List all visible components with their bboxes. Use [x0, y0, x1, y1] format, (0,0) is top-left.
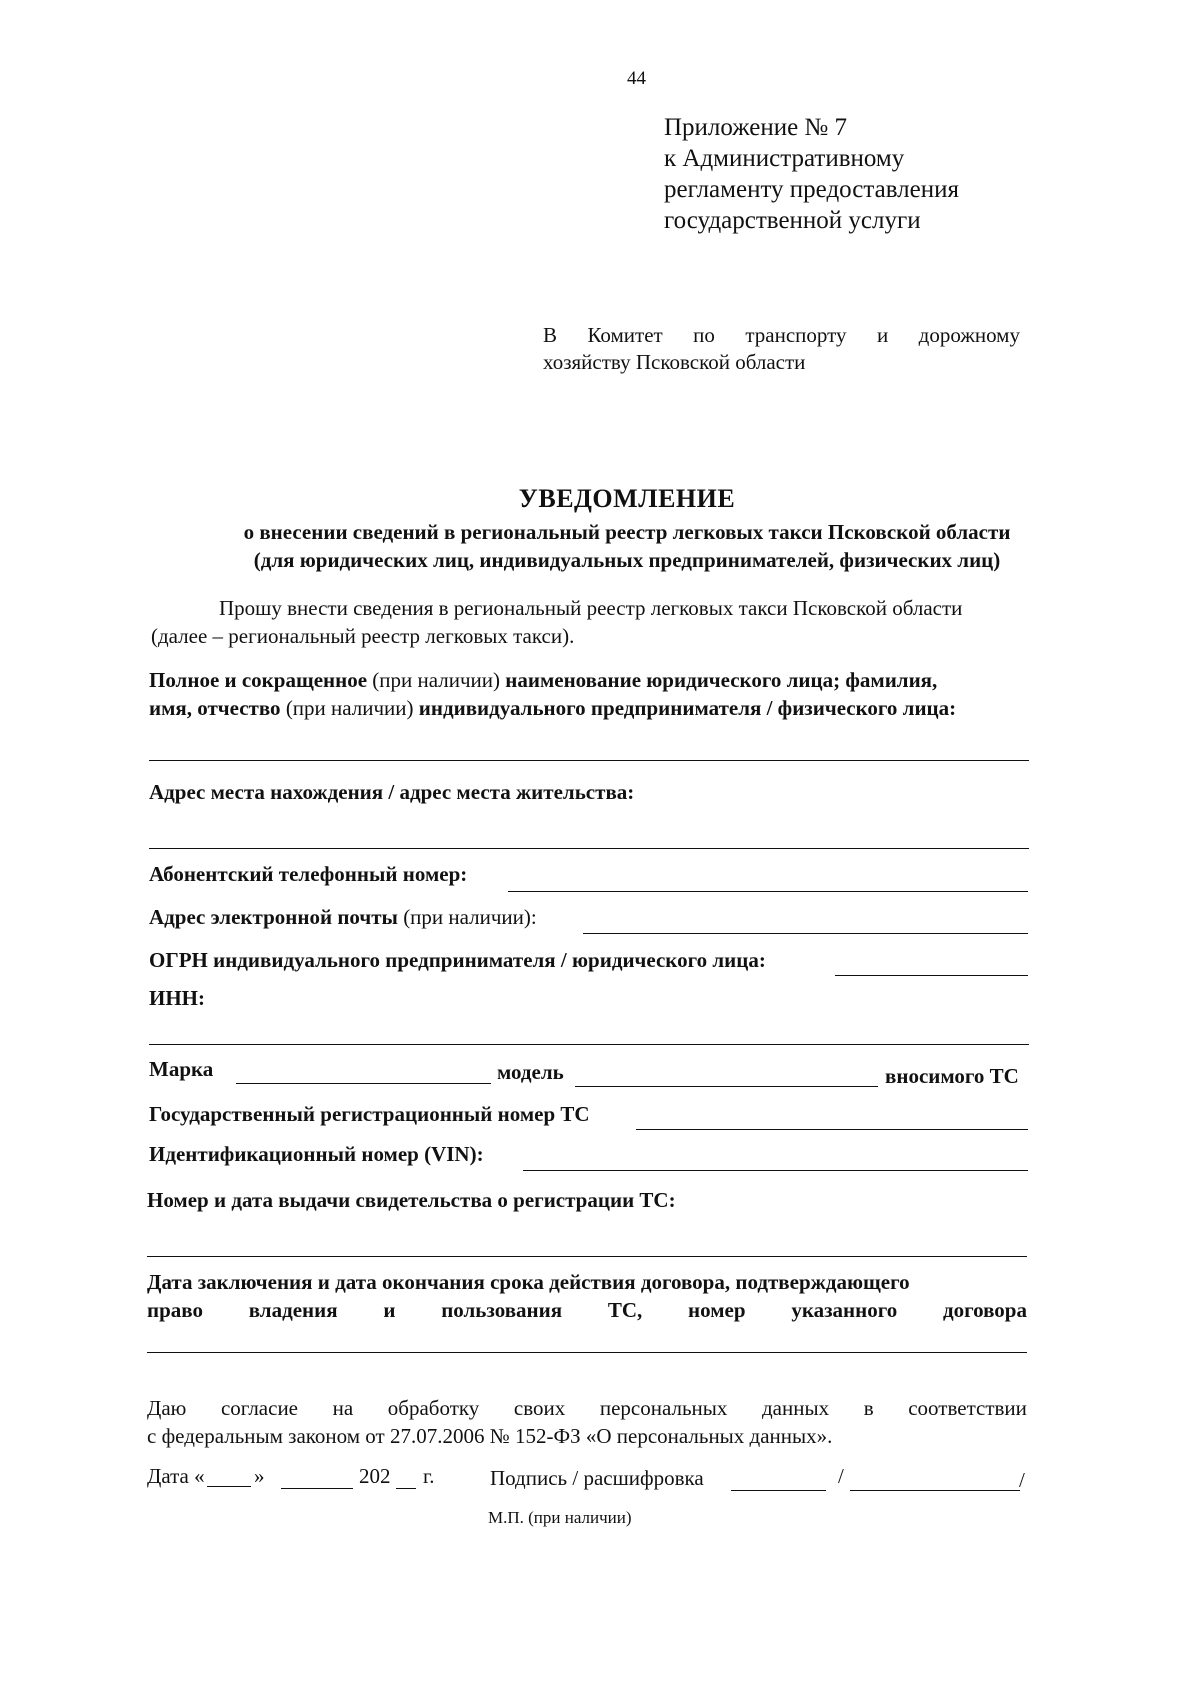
label-part: (при наличии)	[367, 668, 506, 692]
label-part: Адрес электронной почты	[149, 905, 398, 929]
date-quote-close: »	[254, 1464, 265, 1488]
signature-line[interactable]	[731, 1490, 826, 1491]
vin-label: Идентификационный номер (VIN):	[149, 1142, 484, 1166]
consent-word: на	[332, 1396, 354, 1420]
contract-word: владения	[248, 1298, 338, 1322]
address-input-line[interactable]	[149, 848, 1029, 849]
reg-number-label: Государственный регистрационный номер ТС	[149, 1102, 590, 1126]
document-title: УВЕДОМЛЕНИЕ	[518, 484, 736, 513]
contract-word: право	[147, 1298, 203, 1322]
contract-word: и	[383, 1298, 396, 1322]
name-field-label	[149, 668, 937, 693]
model-label: модель	[497, 1060, 564, 1084]
phone-input-line[interactable]	[508, 891, 1028, 892]
consent-word: в	[863, 1396, 874, 1420]
contract-input-line[interactable]	[147, 1352, 1027, 1353]
contract-word: номер	[688, 1298, 746, 1322]
contract-word: указанного	[791, 1298, 898, 1322]
certificate-input-line[interactable]	[147, 1256, 1027, 1257]
addressee-line-1	[543, 322, 1020, 349]
label-part: Полное и сокращенное	[149, 668, 368, 692]
consent-word: обработку	[387, 1396, 480, 1420]
date-day-line[interactable]	[207, 1486, 251, 1487]
appendix-line: к Административному	[664, 145, 905, 172]
consent-line-2: с федеральным законом от 27.07.2006 № 152-ФЗ «О персональных данных».	[147, 1424, 833, 1448]
addressee-word: и	[876, 323, 889, 347]
appendix-line: Приложение № 7	[664, 114, 848, 141]
signature-label: Подпись / расшифровка	[490, 1466, 704, 1490]
contract-word: пользования	[441, 1298, 563, 1322]
page-number: 44	[627, 68, 646, 89]
addressee-word: транспорту	[745, 323, 847, 347]
date-month-line[interactable]	[281, 1488, 353, 1489]
consent-word: соответствии	[908, 1396, 1027, 1420]
label-part: (при наличии):	[397, 905, 537, 929]
signature-end-slash: /	[1019, 1468, 1025, 1492]
consent-word: данных	[762, 1396, 830, 1420]
signature-name-line[interactable]	[850, 1490, 1020, 1491]
consent-word: согласие	[220, 1396, 299, 1420]
phone-label: Абонентский телефонный номер:	[149, 862, 468, 886]
inn-label: ИНН:	[149, 986, 205, 1010]
reg-number-input-line[interactable]	[636, 1129, 1028, 1130]
date-year-prefix: 202	[359, 1464, 391, 1488]
addressee	[543, 322, 1020, 376]
email-input-line[interactable]	[583, 933, 1028, 934]
intro-text: (далее – региональный реестр легковых такси).	[151, 624, 575, 648]
addressee-word: по	[693, 323, 715, 347]
document-subtitle: (для юридических лиц, индивидуальных предпринимателей, физических лиц)	[253, 548, 1001, 572]
brand-input-line[interactable]	[236, 1083, 491, 1084]
addressee-word: Комитет	[587, 323, 663, 347]
contract-label-line-2	[147, 1298, 1027, 1323]
ogrn-input-line[interactable]	[835, 975, 1028, 976]
stamp-note: М.П. (при наличии)	[488, 1508, 632, 1527]
label-part: наименование юридического лица; фамилия,	[505, 668, 938, 692]
date-year-suffix: г.	[423, 1464, 435, 1488]
inn-input-line[interactable]	[149, 1044, 1029, 1045]
label-part: (при наличии)	[280, 696, 419, 720]
consent-word: Даю	[147, 1396, 187, 1420]
name-input-line[interactable]	[149, 760, 1029, 761]
vehicle-added-label: вносимого ТС	[885, 1064, 1019, 1088]
contract-word: ТС,	[607, 1298, 643, 1322]
contract-word: договора	[943, 1298, 1027, 1322]
signature-slash: /	[838, 1464, 844, 1488]
label-part: индивидуального предпринимателя / физического лица:	[418, 696, 957, 720]
vin-input-line[interactable]	[523, 1170, 1028, 1171]
certificate-label: Номер и дата выдачи свидетельства о регистрации ТС:	[147, 1188, 676, 1212]
consent-word: персональных	[599, 1396, 728, 1420]
label-part: имя, отчество	[149, 696, 281, 720]
intro-text: Прошу внести сведения в региональный реестр легковых такси Псковской области	[219, 596, 963, 620]
name-field-label	[149, 696, 956, 721]
addressee-line-2: хозяйству Псковской области	[543, 350, 806, 374]
document-subtitle: о внесении сведений в региональный реестр легковых такси Псковской области	[243, 520, 1011, 544]
consent-line-1	[147, 1396, 1027, 1421]
appendix-line: регламенту предоставления	[664, 176, 960, 203]
addressee-word: В	[543, 323, 558, 347]
ogrn-label: ОГРН индивидуального предпринимателя / юридического лица:	[149, 948, 766, 972]
contract-label: Дата заключения и дата окончания срока действия договора, подтверждающего	[147, 1270, 910, 1294]
appendix-header	[664, 112, 959, 236]
model-input-line[interactable]	[575, 1086, 878, 1087]
brand-label: Марка	[149, 1057, 214, 1081]
date-label: Дата «	[147, 1464, 205, 1488]
appendix-line: государственной услуги	[664, 207, 921, 234]
address-label: Адрес места нахождения / адрес места жительства:	[149, 780, 635, 804]
date-year-line[interactable]	[396, 1488, 416, 1489]
addressee-word: дорожному	[918, 323, 1020, 347]
consent-word: своих	[513, 1396, 566, 1420]
email-label	[149, 905, 537, 930]
